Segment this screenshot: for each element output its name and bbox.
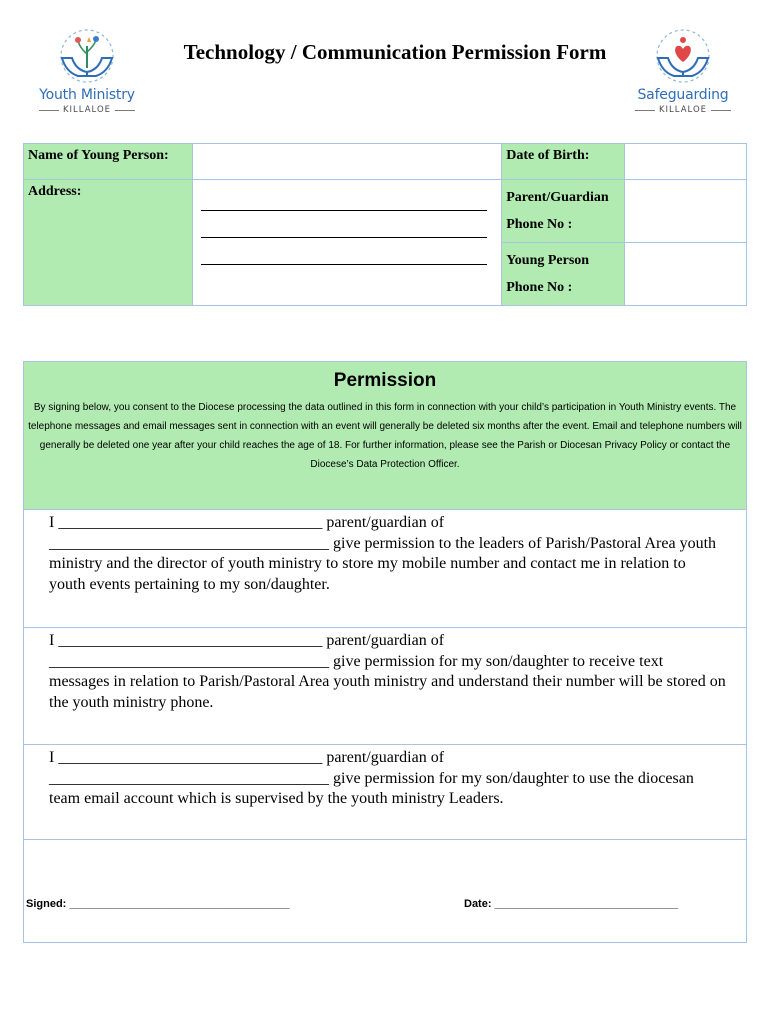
clause-3-line-2[interactable]: ___________________________________ give permission for my son/daughter to use the diocesan team email account which is supervised by the youth ministry Leaders. [49,769,694,807]
young-person-info-table [23,143,747,306]
logo-right-sub: KILLALOE [658,105,708,115]
permission-header [24,362,746,510]
signed-field[interactable]: Signed: ____________________________________ [26,898,290,910]
hands-flower-icon [52,28,122,86]
youth-ministry-logo [22,28,152,128]
hands-heart-icon [648,28,718,86]
parent-phone-label: Parent/Guardian Phone No : [502,180,625,243]
clause-1-line-1[interactable]: I _________________________________ parent/guardian of [49,514,445,531]
name-label: Name of Young Person: [24,144,193,180]
date-field[interactable]: Date: ______________________________ [464,898,679,910]
young-phone-field[interactable] [625,243,747,306]
logo-left-sub: KILLALOE [62,105,112,115]
clause-2-line-1[interactable]: I _________________________________ parent/guardian of [49,632,445,649]
logo-left-name: Youth Ministry [39,87,135,103]
name-field[interactable] [192,144,501,180]
permission-clause-email [24,745,746,840]
page-title: Technology / Communication Permission Form [183,40,607,64]
logo-right-name: Safeguarding [637,87,729,103]
young-phone-label: Young Person Phone No : [502,243,625,306]
permission-title: Permission [333,370,437,391]
safeguarding-logo [618,28,748,128]
address-label: Address: [24,180,193,306]
permission-section [23,361,747,943]
address-line-1[interactable] [201,184,487,211]
address-line-2[interactable] [201,211,487,238]
permission-clause-text-messages [24,628,746,745]
address-field[interactable] [192,180,501,306]
clause-3-line-1[interactable]: I _________________________________ parent/guardian of [49,749,445,766]
dob-field[interactable] [625,144,747,180]
clause-2-line-2[interactable]: ___________________________________ give permission for my son/daughter to receive text messages in relation to Parish/Pastoral Area youth ministry and understand their number will be stored on the youth ministry phone. [49,652,726,711]
parent-phone-field[interactable] [625,180,747,243]
permission-clause-store-number [24,510,746,628]
clause-1-line-2[interactable]: ___________________________________ give permission to the leaders of Parish/Pastoral Area youth ministry and the director of youth ministry to store my mobile number and contact me in relation to youth events pertaining to my son/daughter. [49,534,717,593]
signature-area [24,840,746,942]
dob-label: Date of Birth: [502,144,625,180]
address-line-3[interactable] [201,238,487,265]
permission-text: By signing below, you consent to the Diocese processing the data outlined in this form in connection with your child’s participation in Youth Ministry events. The telephone messages and email messages sent in connection with an event will generally be deleted six months after the event. Email and telephone numbers will generally be deleted one year after your child reaches the age of 18. For further information, please see the Parish or Diocesan Privacy Policy or contact the Diocese’s Data Protection Officer. [28,402,742,470]
